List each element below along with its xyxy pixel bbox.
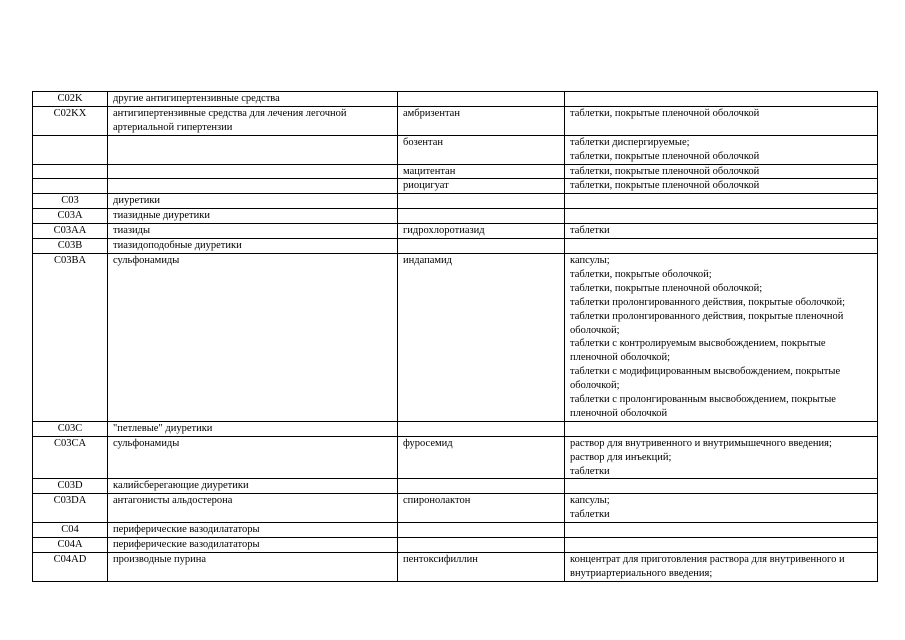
table-row xyxy=(33,253,878,421)
drug-name-cell xyxy=(398,209,565,224)
pharmacological-group-cell: производные пурина xyxy=(108,553,398,582)
pharmacological-group-cell xyxy=(108,179,398,194)
table-row xyxy=(33,106,878,135)
dosage-form-item: таблетки диспергируемые; xyxy=(570,136,690,148)
dosage-forms-cell xyxy=(565,421,878,436)
dosage-form-item: таблетки, покрытые оболочкой; xyxy=(570,268,712,280)
dosage-form-item: капсулы; xyxy=(570,254,610,266)
dosage-form-item: таблетки xyxy=(570,465,610,477)
pharmacological-group-cell: диуретики xyxy=(108,194,398,209)
atc-code-cell: C03C xyxy=(33,421,108,436)
dosage-form-item: капсулы; xyxy=(570,495,610,507)
drug-name-cell xyxy=(398,421,565,436)
table-row xyxy=(33,538,878,553)
atc-code-cell: C03BA xyxy=(33,253,108,421)
dosage-form-item: таблетки, покрытые пленочной оболочкой xyxy=(570,165,760,177)
atc-code-cell: C04AD xyxy=(33,553,108,582)
dosage-forms-cell xyxy=(565,436,878,479)
atc-code-cell: C03D xyxy=(33,479,108,494)
atc-code-cell: C03B xyxy=(33,239,108,254)
dosage-forms-cell xyxy=(565,106,878,135)
pharmacological-group-cell: антигипертензивные средства для лечения легочной артериальной гипертензии xyxy=(108,106,398,135)
drug-name-cell: индапамид xyxy=(398,253,565,421)
document-page xyxy=(32,91,877,582)
drug-name-cell xyxy=(398,239,565,254)
table-row xyxy=(33,135,878,164)
dosage-forms-cell xyxy=(565,92,878,107)
drug-name-cell: бозентан xyxy=(398,135,565,164)
dosage-forms-cell xyxy=(565,479,878,494)
dosage-forms-cell xyxy=(565,135,878,164)
table-row xyxy=(33,523,878,538)
atc-code-cell: C03A xyxy=(33,209,108,224)
drug-name-cell: пентоксифиллин xyxy=(398,553,565,582)
dosage-forms-cell xyxy=(565,494,878,523)
atc-code-cell: C02K xyxy=(33,92,108,107)
pharmacological-group-cell: периферические вазодилататоры xyxy=(108,538,398,553)
dosage-forms-cell xyxy=(565,164,878,179)
pharmacological-group-cell: тиазидоподобные диуретики xyxy=(108,239,398,254)
atc-code-cell: C03CA xyxy=(33,436,108,479)
dosage-form-item: таблетки, покрытые пленочной оболочкой xyxy=(570,107,760,119)
table-row xyxy=(33,209,878,224)
dosage-forms-cell xyxy=(565,523,878,538)
dosage-form-item: таблетки с модифицированным высвобождением, покрытые оболочкой; xyxy=(570,366,841,392)
dosage-forms-cell xyxy=(565,553,878,582)
atc-code-cell: C04 xyxy=(33,523,108,538)
pharmacological-group-cell xyxy=(108,164,398,179)
drug-name-cell: мацитентан xyxy=(398,164,565,179)
table-row xyxy=(33,479,878,494)
dosage-form-item: концентрат для приготовления раствора для внутривенного и внутриартериального введения; xyxy=(570,554,845,579)
table-row xyxy=(33,421,878,436)
table-row xyxy=(33,164,878,179)
dosage-forms-cell xyxy=(565,209,878,224)
dosage-forms-cell xyxy=(565,179,878,194)
dosage-form-item: раствор для инъекций; xyxy=(570,451,672,463)
table-row xyxy=(33,239,878,254)
dosage-forms-cell xyxy=(565,253,878,421)
drug-name-cell xyxy=(398,538,565,553)
table-row xyxy=(33,92,878,107)
dosage-form-item: таблетки, покрытые пленочной оболочкой xyxy=(570,150,760,162)
table-row xyxy=(33,224,878,239)
dosage-forms-cell xyxy=(565,538,878,553)
atc-code-cell xyxy=(33,135,108,164)
dosage-form-item: таблетки с контролируемым высвобождением, покрытые пленочной оболочкой; xyxy=(570,338,826,364)
dosage-form-item: таблетки, покрытые пленочной оболочкой; xyxy=(570,282,763,294)
atc-code-cell: C02KX xyxy=(33,106,108,135)
drug-name-cell xyxy=(398,479,565,494)
drug-name-cell: гидрохлоротиазид xyxy=(398,224,565,239)
dosage-form-item: таблетки пролонгированного действия, покрытые пленочной оболочкой; xyxy=(570,310,844,336)
drug-name-cell: амбризентан xyxy=(398,106,565,135)
dosage-forms-cell xyxy=(565,194,878,209)
table-row xyxy=(33,436,878,479)
medication-table xyxy=(32,91,878,582)
atc-code-cell: C04A xyxy=(33,538,108,553)
pharmacological-group-cell: тиазиды xyxy=(108,224,398,239)
medication-table-body xyxy=(33,92,878,582)
pharmacological-group-cell: другие антигипертензивные средства xyxy=(108,92,398,107)
pharmacological-group-cell: сульфонамиды xyxy=(108,436,398,479)
pharmacological-group-cell: тиазидные диуретики xyxy=(108,209,398,224)
table-row xyxy=(33,179,878,194)
pharmacological-group-cell: "петлевые" диуретики xyxy=(108,421,398,436)
pharmacological-group-cell: периферические вазодилататоры xyxy=(108,523,398,538)
pharmacological-group-cell: антагонисты альдостерона xyxy=(108,494,398,523)
dosage-form-item: таблетки xyxy=(570,509,610,521)
pharmacological-group-cell: калийсберегающие диуретики xyxy=(108,479,398,494)
dosage-form-item: таблетки, покрытые пленочной оболочкой xyxy=(570,180,760,192)
atc-code-cell xyxy=(33,179,108,194)
pharmacological-group-cell: сульфонамиды xyxy=(108,253,398,421)
drug-name-cell: риоцигуат xyxy=(398,179,565,194)
dosage-form-item: раствор для внутривенного и внутримышечного введения; xyxy=(570,437,832,449)
drug-name-cell xyxy=(398,523,565,538)
atc-code-cell: C03AA xyxy=(33,224,108,239)
dosage-forms-cell xyxy=(565,224,878,239)
dosage-form-item: таблетки пролонгированного действия, покрытые оболочкой; xyxy=(570,296,845,308)
dosage-forms-cell xyxy=(565,239,878,254)
atc-code-cell xyxy=(33,164,108,179)
pharmacological-group-cell xyxy=(108,135,398,164)
atc-code-cell: C03DA xyxy=(33,494,108,523)
table-row xyxy=(33,553,878,582)
table-row xyxy=(33,194,878,209)
drug-name-cell: фуросемид xyxy=(398,436,565,479)
dosage-form-item: таблетки xyxy=(570,225,610,237)
atc-code-cell: C03 xyxy=(33,194,108,209)
table-row xyxy=(33,494,878,523)
drug-name-cell: спиронолактон xyxy=(398,494,565,523)
dosage-form-item: таблетки с пролонгированным высвобождением, покрытые пленочной оболочкой xyxy=(570,394,836,419)
drug-name-cell xyxy=(398,92,565,107)
drug-name-cell xyxy=(398,194,565,209)
